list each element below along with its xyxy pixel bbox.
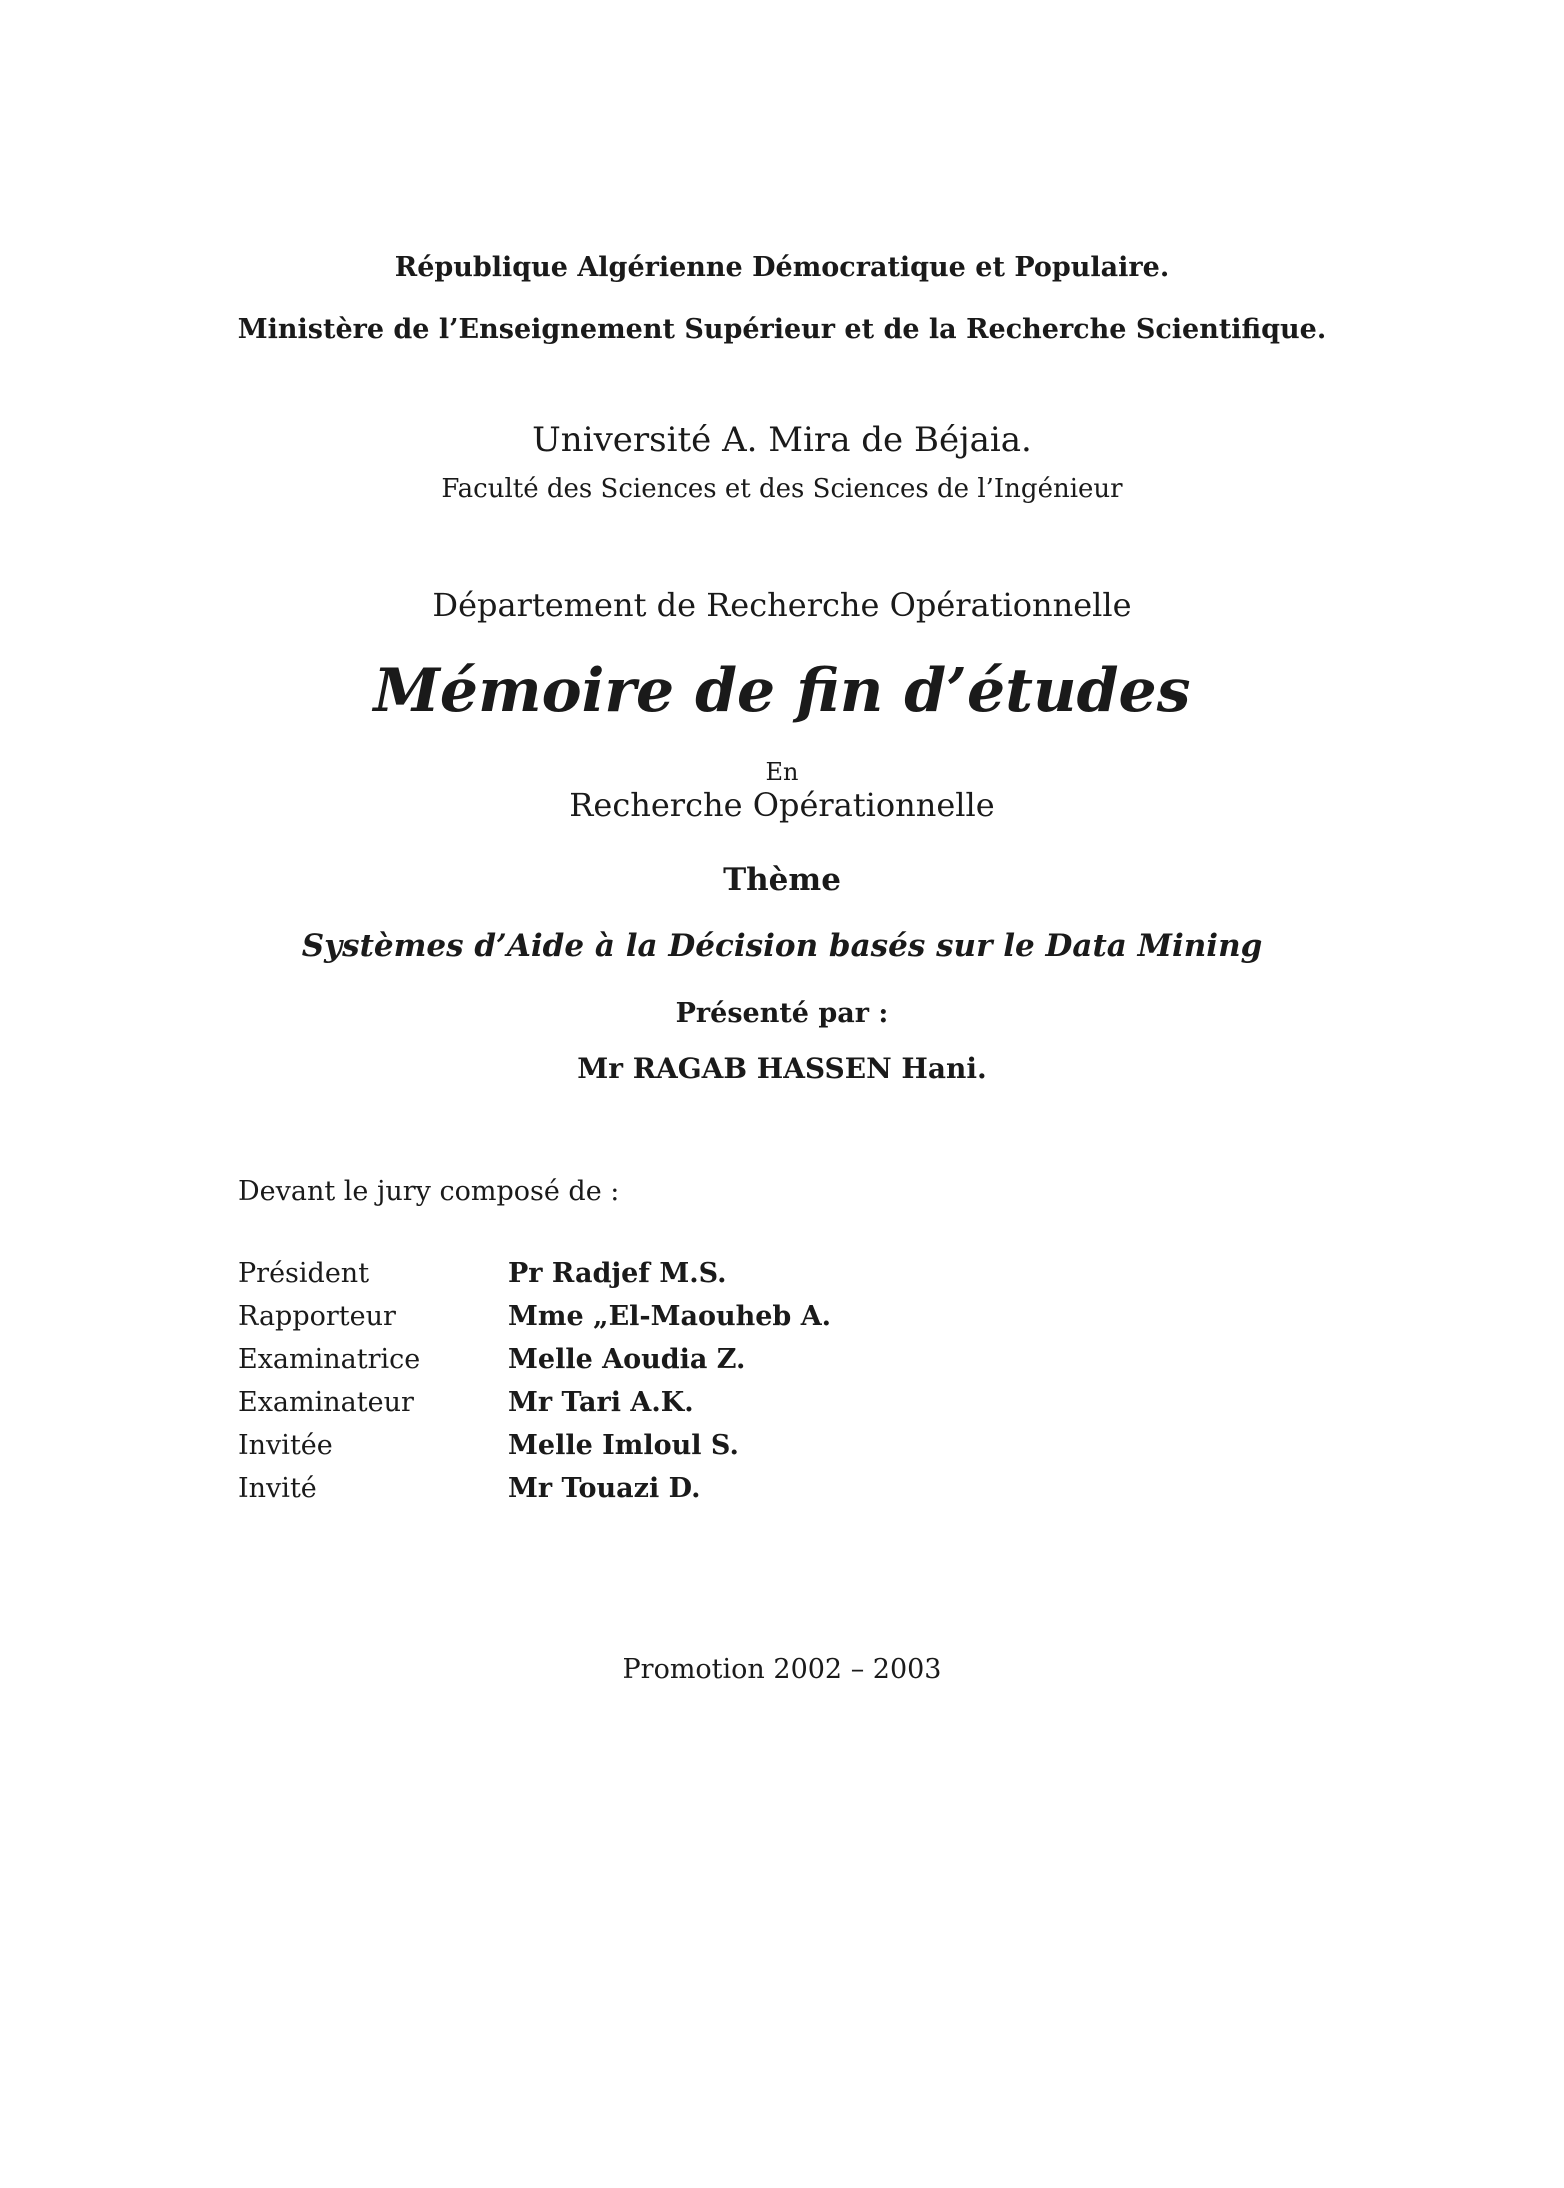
en-label: En <box>765 758 799 786</box>
department-name: Département de Recherche Opérationnelle <box>432 586 1132 624</box>
promotion-year: Promotion 2002 – 2003 <box>622 1654 942 1685</box>
jury-role: Examinatrice <box>238 1344 421 1375</box>
jury-role: Rapporteur <box>238 1301 396 1332</box>
jury-role: Examinateur <box>238 1387 414 1418</box>
university-name: Université A. Mira de Béjaia. <box>532 420 1032 460</box>
jury-role: Invité <box>238 1473 317 1504</box>
jury-row <box>238 1430 831 1473</box>
republic-heading: République Algérienne Démocratique et Populaire. <box>394 252 1170 283</box>
jury-intro: Devant le jury composé de : <box>238 1176 620 1207</box>
faculty-name: Faculté des Sciences et des Sciences de l’Ingénieur <box>441 474 1123 504</box>
jury-member: Mr Tari A.K. <box>508 1387 694 1418</box>
theme-label: Thème <box>723 862 841 898</box>
theme-title: Systèmes d’Aide à la Décision basés sur le Data Mining <box>301 928 1263 964</box>
author-name: Mr RAGAB HASSEN Hani. <box>577 1052 987 1085</box>
ministry-heading: Ministère de l’Enseignement Supérieur et de la Recherche Scientifique. <box>237 314 1327 345</box>
jury-member: Melle Imloul S. <box>508 1430 739 1461</box>
jury-row <box>238 1387 831 1430</box>
jury-row <box>238 1473 831 1516</box>
jury-member: Mme „El-Maouheb A. <box>508 1301 832 1332</box>
jury-list <box>238 1258 831 1516</box>
jury-role: Invitée <box>238 1430 333 1461</box>
jury-row <box>238 1344 831 1387</box>
jury-member: Melle Aoudia Z. <box>508 1344 746 1375</box>
jury-row <box>238 1301 831 1344</box>
jury-role: Président <box>238 1258 370 1289</box>
jury-row <box>238 1258 831 1301</box>
document-title: Mémoire de fin d’études <box>373 656 1191 726</box>
jury-member: Mr Touazi D. <box>508 1473 701 1504</box>
jury-member: Pr Radjef M.S. <box>508 1258 727 1289</box>
presented-by-label: Présenté par : <box>675 998 889 1029</box>
specialty: Recherche Opérationnelle <box>569 786 995 824</box>
